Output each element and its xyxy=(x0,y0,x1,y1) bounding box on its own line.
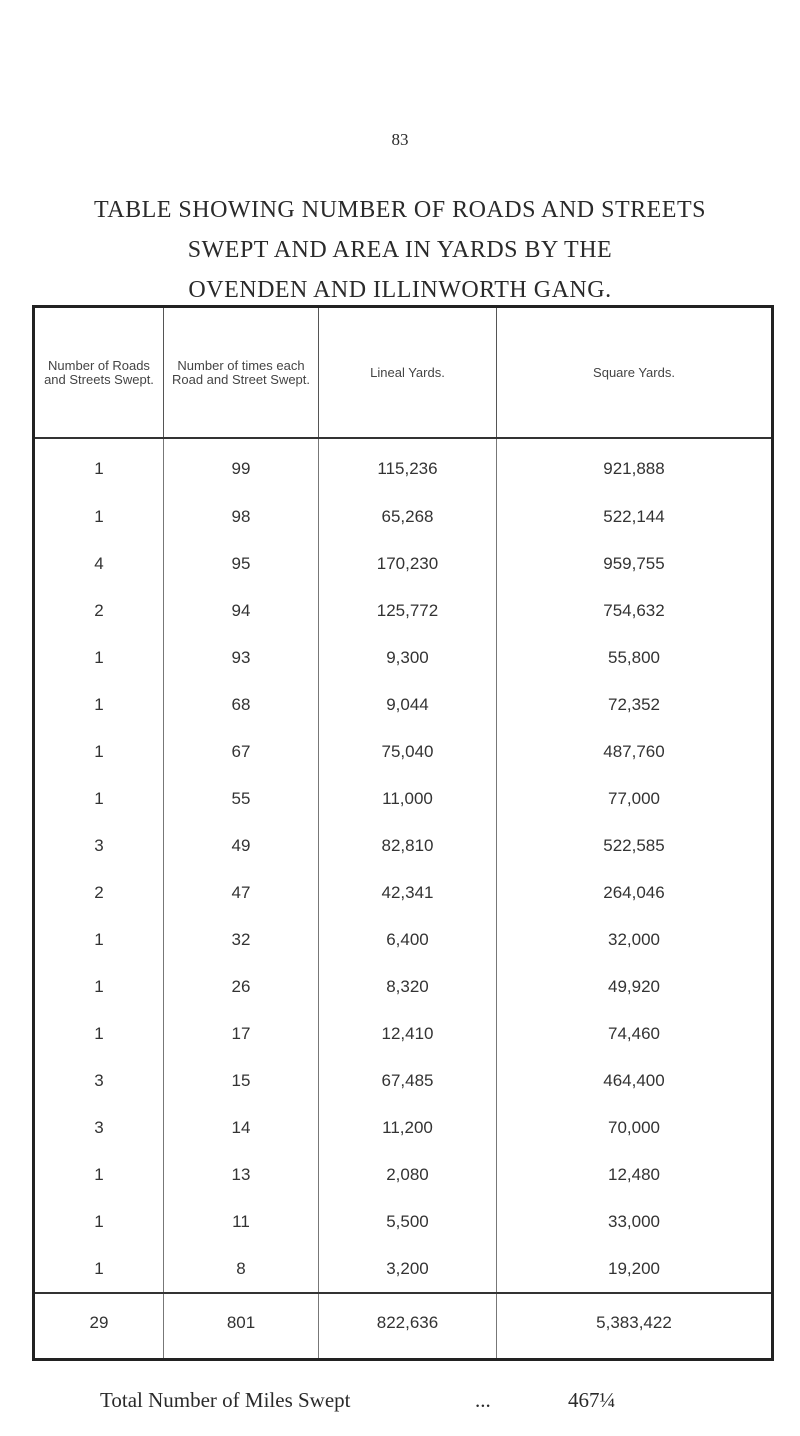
table-row xyxy=(34,1151,773,1198)
cell-roads: 4 xyxy=(94,553,104,573)
cell-lineal: 75,040 xyxy=(319,728,497,775)
table-row xyxy=(34,822,773,869)
table-row xyxy=(34,1057,773,1104)
cell-square: 74,460 xyxy=(497,1010,773,1057)
header-row xyxy=(34,307,773,439)
table-row xyxy=(34,540,773,587)
cell-lineal: 67,485 xyxy=(319,1057,497,1104)
cell-times: 55 xyxy=(164,775,319,822)
table-row xyxy=(34,1104,773,1151)
cell-square: 522,585 xyxy=(497,822,773,869)
cell-square: 12,480 xyxy=(497,1151,773,1198)
cell-times: 14 xyxy=(164,1104,319,1151)
cell-square: 49,920 xyxy=(497,963,773,1010)
cell-roads: 1 xyxy=(94,694,104,714)
cell-roads: 3 xyxy=(94,835,104,855)
cell-square: 959,755 xyxy=(497,540,773,587)
cell-square: 32,000 xyxy=(497,916,773,963)
totals-row xyxy=(34,1293,773,1360)
cell-square: 264,046 xyxy=(497,869,773,916)
cell-lineal: 12,410 xyxy=(319,1010,497,1057)
header-times-swept: Number of times each Road and Street Swept. xyxy=(164,307,319,439)
title-line-3: OVENDEN AND ILLINWORTH GANG. xyxy=(188,277,612,303)
table-row xyxy=(34,1010,773,1057)
cell-roads: 1 xyxy=(94,1258,104,1278)
cell-lineal: 42,341 xyxy=(319,869,497,916)
cell-roads: 1 xyxy=(94,1164,104,1184)
cell-times: 49 xyxy=(164,822,319,869)
cell-square: 72,352 xyxy=(497,681,773,728)
table-row xyxy=(34,916,773,963)
total-roads: 29 xyxy=(34,1293,164,1360)
cell-times: 93 xyxy=(164,634,319,681)
cell-times: 8 xyxy=(164,1245,319,1293)
cell-roads: 2 xyxy=(94,882,104,902)
cell-square: 70,000 xyxy=(497,1104,773,1151)
page-title xyxy=(30,190,770,310)
cell-roads: 1 xyxy=(94,1211,104,1231)
cell-lineal: 65,268 xyxy=(319,493,497,540)
cell-times: 47 xyxy=(164,869,319,916)
cell-times: 94 xyxy=(164,587,319,634)
total-square-yards: 5,383,422 xyxy=(497,1293,773,1360)
table-row xyxy=(34,728,773,775)
cell-roads: 3 xyxy=(94,1117,104,1137)
title-line-1: TABLE SHOWING NUMBER OF ROADS AND STREETS xyxy=(94,197,706,223)
cell-lineal: 8,320 xyxy=(319,963,497,1010)
table-row xyxy=(34,1198,773,1245)
cell-lineal: 125,772 xyxy=(319,587,497,634)
table-row xyxy=(34,634,773,681)
cell-lineal: 3,200 xyxy=(319,1245,497,1293)
cell-square: 487,760 xyxy=(497,728,773,775)
cell-times: 15 xyxy=(164,1057,319,1104)
cell-times: 17 xyxy=(164,1010,319,1057)
table-row xyxy=(34,963,773,1010)
cell-square: 921,888 xyxy=(497,438,773,493)
cell-roads: 1 xyxy=(94,929,104,949)
total-times: 801 xyxy=(164,1293,319,1360)
summary-leader: ... xyxy=(475,1388,491,1412)
cell-times: 98 xyxy=(164,493,319,540)
cell-times: 32 xyxy=(164,916,319,963)
cell-times: 67 xyxy=(164,728,319,775)
cell-times: 95 xyxy=(164,540,319,587)
total-lineal-yards: 822,636 xyxy=(319,1293,497,1360)
summary-label: Total Number of Miles Swept xyxy=(100,1388,351,1412)
header-lineal-yards: Lineal Yards. xyxy=(319,307,497,439)
header-square-yards: Square Yards. xyxy=(497,307,773,439)
cell-roads: 1 xyxy=(94,506,104,526)
cell-lineal: 9,300 xyxy=(319,634,497,681)
summary-value: 467¼ xyxy=(568,1388,616,1412)
cell-lineal: 6,400 xyxy=(319,916,497,963)
cell-square: 464,400 xyxy=(497,1057,773,1104)
cell-times: 11 xyxy=(164,1198,319,1245)
table-row xyxy=(34,681,773,728)
cell-times: 68 xyxy=(164,681,319,728)
cell-roads: 3 xyxy=(94,1070,104,1090)
cell-lineal: 11,200 xyxy=(319,1104,497,1151)
header-roads-count: Number of Roads and Streets Swept. xyxy=(34,307,164,439)
table-row xyxy=(34,775,773,822)
cell-lineal: 82,810 xyxy=(319,822,497,869)
cell-roads: 2 xyxy=(94,600,104,620)
cell-square: 77,000 xyxy=(497,775,773,822)
cell-roads: 1 xyxy=(94,647,104,667)
cell-roads: 1 xyxy=(94,788,104,808)
cell-roads: 1 xyxy=(94,976,104,996)
table-row xyxy=(34,438,773,493)
table-row xyxy=(34,1245,773,1293)
cell-square: 754,632 xyxy=(497,587,773,634)
cell-times: 13 xyxy=(164,1151,319,1198)
cell-square: 19,200 xyxy=(497,1245,773,1293)
cell-times: 26 xyxy=(164,963,319,1010)
cell-times: 99 xyxy=(164,438,319,493)
cell-lineal: 5,500 xyxy=(319,1198,497,1245)
cell-square: 55,800 xyxy=(497,634,773,681)
cell-roads: 1 xyxy=(94,1023,104,1043)
cell-lineal: 9,044 xyxy=(319,681,497,728)
table-row xyxy=(34,493,773,540)
cell-roads: 1 xyxy=(94,459,104,478)
cell-square: 33,000 xyxy=(497,1198,773,1245)
cell-square: 522,144 xyxy=(497,493,773,540)
table-row xyxy=(34,869,773,916)
cell-lineal: 2,080 xyxy=(319,1151,497,1198)
cell-lineal: 11,000 xyxy=(319,775,497,822)
table-row xyxy=(34,587,773,634)
cell-roads: 1 xyxy=(94,741,104,761)
title-line-2: SWEPT AND AREA IN YARDS BY THE xyxy=(187,237,613,263)
cell-lineal: 170,230 xyxy=(319,540,497,587)
streets-swept-table xyxy=(32,305,774,1361)
cell-lineal: 115,236 xyxy=(319,438,497,493)
page-number: 83 xyxy=(391,130,409,149)
